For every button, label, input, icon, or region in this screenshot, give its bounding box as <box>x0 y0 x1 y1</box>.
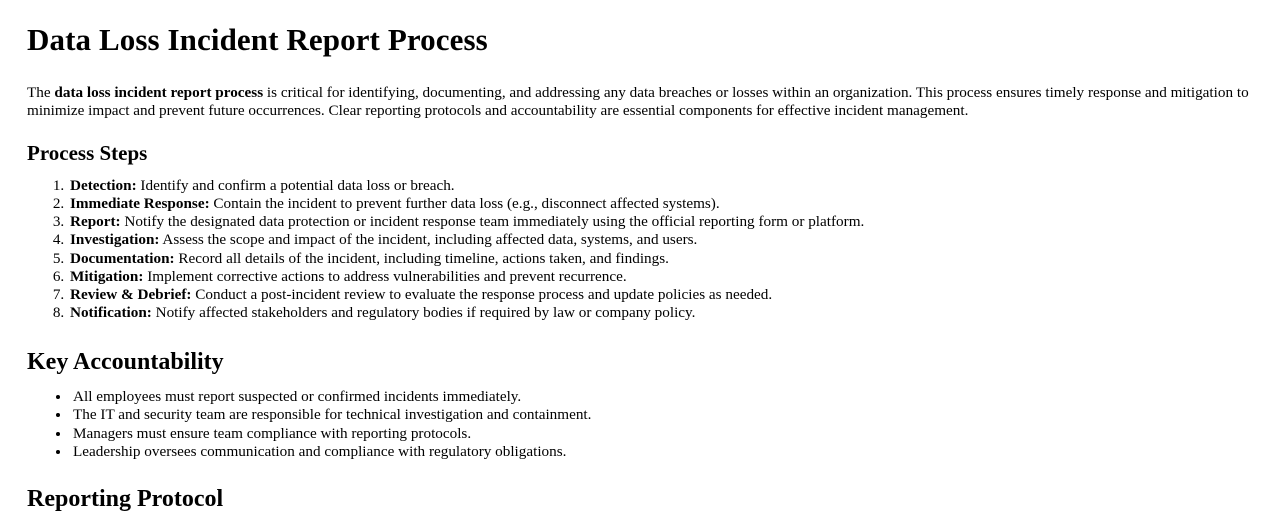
list-item-term: Report: <box>70 213 121 231</box>
list-item-term: Documentation: <box>70 249 175 267</box>
list-item-term: Investigation: <box>70 231 160 249</box>
list-item-text: Contain the incident to prevent further data loss (e.g., disconnect affected systems). <box>209 195 720 213</box>
list-item-text: Record all details of the incident, including timeline, actions taken, and findings. <box>174 249 669 267</box>
list-item <box>68 304 1251 322</box>
list-item <box>68 286 1251 304</box>
intro-lead-before: The <box>27 83 55 101</box>
list-item <box>68 268 1251 286</box>
intro-paragraph <box>27 84 1251 121</box>
list-item: • Leadership oversees communication and compliance with regulatory obligations. <box>71 443 1251 461</box>
list-item <box>68 250 1251 268</box>
section-heading-process-steps: Process Steps <box>27 140 148 165</box>
list-item-term: Notification: <box>70 304 152 322</box>
process-steps-list <box>27 177 1251 323</box>
section-heading-key-accountability: Key Accountability <box>27 349 224 376</box>
intro-lead-after: is critical for identifying, documenting, and addressing any data breaches or losses within an organization. This process ensures timely response and mitigation to minimize impact and prevent future occurrences. Clear reporting protocols and accountability are essential components for effective incident management. <box>27 83 1249 120</box>
list-item-text: Notify the designated data protection or incident response team immediately using the official reporting form or platform. <box>120 213 865 231</box>
list-item-term: Detection: <box>70 176 137 194</box>
list-item <box>68 231 1251 249</box>
page-title: Data Loss Incident Report Process <box>27 22 488 57</box>
list-item: • All employees must report suspected or confirmed incidents immediately. <box>71 388 1251 406</box>
list-item-text: Notify affected stakeholders and regulatory bodies if required by law or company policy. <box>151 304 696 322</box>
list-item-term: Mitigation: <box>70 267 144 285</box>
list-item: • Managers must ensure team compliance with reporting protocols. <box>71 425 1251 443</box>
key-accountability-list <box>27 388 1251 461</box>
document-page <box>0 22 1278 514</box>
list-item <box>68 195 1251 213</box>
section-heading-reporting-protocol: Reporting Protocol <box>27 486 224 513</box>
list-item-term: Review & Debrief: <box>70 286 192 304</box>
list-item-text: Implement corrective actions to address vulnerabilities and prevent recurrence. <box>143 267 627 285</box>
list-item <box>68 177 1251 195</box>
list-item-text: Conduct a post-incident review to evaluate the response process and update policies as needed. <box>191 286 773 304</box>
intro-lead-bold: data loss incident report process <box>54 83 264 101</box>
list-item-term: Immediate Response: <box>70 195 210 213</box>
list-item <box>68 213 1251 231</box>
list-item-text: Assess the scope and impact of the incident, including affected data, systems, and users. <box>159 231 698 249</box>
list-item-text: Identify and confirm a potential data loss or breach. <box>136 176 455 194</box>
list-item: • The IT and security team are responsible for technical investigation and containment. <box>71 406 1251 424</box>
